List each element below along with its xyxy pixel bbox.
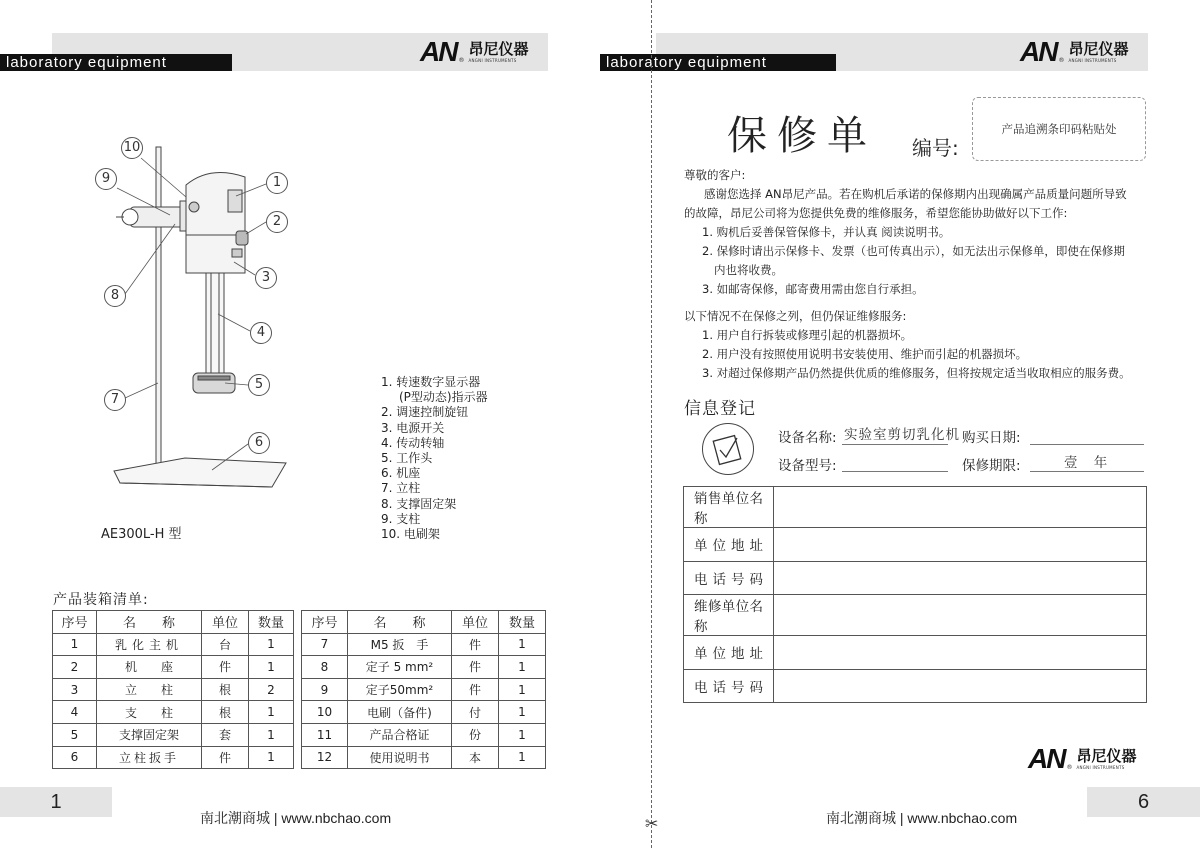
part-item: 10. 电刷架 (381, 527, 440, 542)
list-item: 1. 用户自行拆装或修理引起的机器损坏。 (702, 328, 913, 342)
serial-label: 编号: (912, 136, 959, 160)
header-category-right: laboratory equipment (600, 54, 836, 71)
registration-table (683, 486, 1147, 703)
table-row: 11 产品合格证 份 1 (302, 723, 546, 746)
part-item: 3. 电源开关 (381, 420, 445, 435)
table-row: 电话号码 (684, 561, 1147, 595)
warranty-period-label: 保修期限: (962, 458, 1021, 474)
table-header-row (53, 611, 294, 634)
col-index: 序号 (302, 611, 348, 634)
registered-mark: ® (1066, 763, 1073, 771)
part-item: 1. 转速数字显示器 (381, 375, 481, 389)
table-row: 电话号码 (684, 669, 1147, 703)
reg-value-cell (774, 487, 1147, 528)
logo-english: ANGNI INSTRUMENTS (1076, 764, 1125, 770)
part-item: 6. 机座 (381, 466, 421, 481)
device-name-line (842, 444, 948, 445)
table-row: 12 使用说明书 本 1 (302, 746, 546, 769)
col-unit: 单位 (452, 611, 499, 634)
purchase-date-label: 购买日期: (962, 430, 1021, 446)
brand-logo-right (1020, 37, 1128, 67)
table-row: 单位地址 (684, 528, 1147, 562)
callout-5: 5 (248, 374, 270, 396)
intro-cont: 的故障，昂尼公司将为您提供免费的维修服务，希望您能协助做好以下工作: (684, 206, 1068, 220)
page-title: 保修单 (727, 113, 877, 159)
barcode-area: 产品追溯条印码粘贴处 (972, 97, 1146, 161)
packing-table-b (301, 610, 546, 769)
header-category-left: laboratory equipment (0, 54, 232, 71)
part-item: 2. 调速控制旋钮 (381, 405, 469, 420)
table-row: 7 M5 扳 手 件 1 (302, 633, 546, 656)
table-row: 2 机 座 件 1 (53, 656, 294, 679)
table-row: 5 支撑固定架 套 1 (53, 723, 294, 746)
callout-6: 6 (248, 432, 270, 454)
packing-list-title: 产品装箱清单: (53, 592, 149, 608)
reg-value-cell (774, 636, 1147, 670)
warranty-letter (684, 166, 1150, 383)
table-row: 6 立柱扳手 件 1 (53, 746, 294, 769)
exclusions-intro: 以下情况不在保修之列，但仍保证维修服务: (684, 309, 907, 323)
page-number-left: 1 (0, 787, 112, 817)
model-label: AE300L-H 型 (101, 527, 182, 542)
callout-leaders (0, 0, 400, 520)
warranty-period-value: 壹 年 (1064, 455, 1114, 471)
fold-cut-line (651, 0, 652, 848)
parts-legend (381, 375, 488, 542)
callout-2: 2 (266, 211, 288, 233)
intro: 感谢您选择 AN昂尼产品。若在购机后承诺的保修期内出现确属产品质量问题所导致 (704, 187, 1127, 201)
logo-chinese: 昂尼仪器 (468, 39, 529, 58)
col-qty: 数量 (249, 611, 294, 634)
callout-8: 8 (104, 285, 126, 307)
registered-mark: ® (1058, 56, 1065, 64)
part-item: 4. 传动转轴 (381, 435, 445, 450)
purchase-date-line (1030, 444, 1144, 445)
logo-mark: AN (420, 36, 457, 67)
logo-mark: AN (1020, 36, 1057, 67)
device-model-label: 设备型号: (778, 458, 837, 474)
part-item: (P型动态)指示器 (399, 390, 488, 405)
table-row: 维修单位名称 (684, 595, 1147, 636)
footer-left: 南北潮商城 | www.nbchao.com (200, 810, 392, 826)
col-qty: 数量 (499, 611, 546, 634)
brand-logo-left (420, 37, 528, 67)
warranty-period-line (1030, 471, 1144, 472)
logo-english: ANGNI INSTRUMENTS (1068, 57, 1117, 63)
table-row: 9 定子50mm² 件 1 (302, 678, 546, 701)
part-item: 7. 立柱 (381, 481, 421, 496)
part-item: 8. 支撑固定架 (381, 496, 457, 511)
table-row: 10 电刷（备件) 付 1 (302, 701, 546, 724)
info-section-title: 信息登记 (684, 399, 756, 419)
table-header-row (302, 611, 546, 634)
callout-7: 7 (104, 389, 126, 411)
callout-4: 4 (250, 322, 272, 344)
list-item: 2. 用户没有按照使用说明书安装使用、维护而引起的机器损坏。 (702, 347, 1028, 361)
list-item: 3. 如邮寄保修，邮寄费用需由您自行承担。 (702, 282, 924, 296)
checkmark-pencil-icon (702, 423, 754, 475)
device-name-value: 实验室剪切乳化机 (844, 427, 960, 443)
brand-logo-bottom (1028, 744, 1136, 774)
registered-mark: ® (458, 56, 465, 64)
list-item-cont: 内也将收费。 (714, 263, 783, 277)
page-number-right: 6 (1087, 787, 1200, 817)
footer-right: 南北潮商城 | www.nbchao.com (826, 810, 1018, 826)
reg-value-cell (774, 595, 1147, 636)
table-row: 3 立 柱 根 2 (53, 678, 294, 701)
col-name: 名 称 (97, 611, 202, 634)
part-item: 9. 支柱 (381, 511, 421, 526)
logo-chinese: 昂尼仪器 (1076, 746, 1137, 765)
table-row: 单位地址 (684, 636, 1147, 670)
col-index: 序号 (53, 611, 97, 634)
reg-value-cell (774, 528, 1147, 562)
part-item: 5. 工作头 (381, 451, 433, 466)
col-unit: 单位 (202, 611, 249, 634)
device-model-line (842, 471, 948, 472)
list-item: 2. 保修时请出示保修卡、发票（也可传真出示），如无法出示保修单，即使在保修期 (702, 244, 1125, 258)
logo-mark: AN (1028, 743, 1065, 774)
callout-9: 9 (95, 168, 117, 190)
scissors-icon: ✂ (645, 814, 659, 833)
logo-chinese: 昂尼仪器 (1068, 39, 1129, 58)
table-row: 8 定子 5 mm² 件 1 (302, 656, 546, 679)
list-item: 1. 购机后妥善保管保修卡，并认真 阅读说明书。 (702, 225, 951, 239)
reg-value-cell (774, 561, 1147, 595)
table-row: 1 乳化主机 台 1 (53, 633, 294, 656)
table-row: 4 支 柱 根 1 (53, 701, 294, 724)
table-row: 销售单位名称 (684, 487, 1147, 528)
reg-value-cell (774, 669, 1147, 703)
greeting: 尊敬的客户: (684, 168, 746, 182)
list-item: 3. 对超过保修期产品仍然提供优质的维修服务，但将按规定适当收取相应的服务费。 (702, 366, 1131, 380)
callout-1: 1 (266, 172, 288, 194)
device-name-label: 设备名称: (778, 430, 837, 446)
callout-3: 3 (255, 267, 277, 289)
callout-10: 10 (121, 137, 143, 159)
logo-english: ANGNI INSTRUMENTS (468, 57, 517, 63)
col-name: 名 称 (348, 611, 452, 634)
packing-table-a (52, 610, 294, 769)
